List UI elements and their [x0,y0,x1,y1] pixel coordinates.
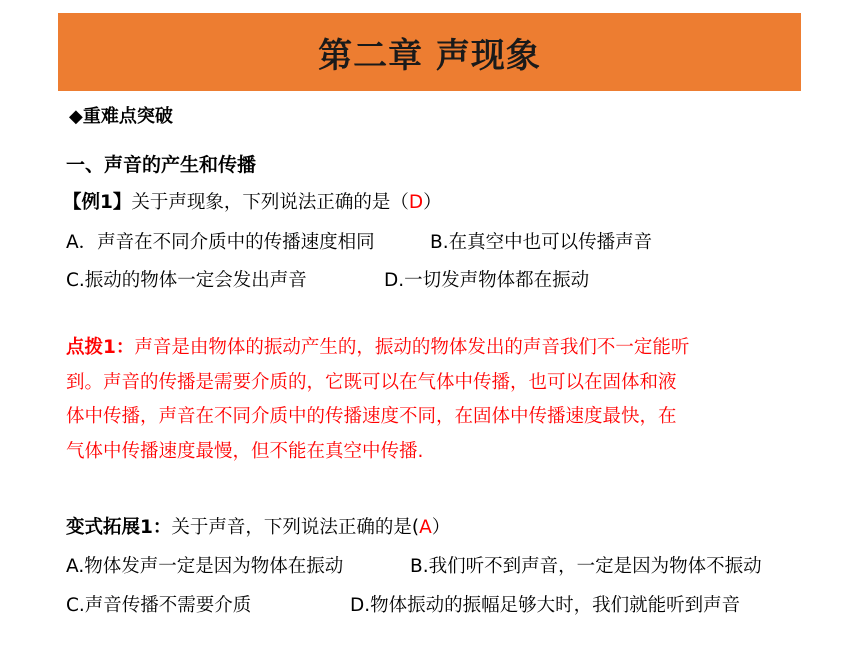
example1-question-text: 关于声现象，下列说法正确的是（ [131,192,409,213]
hint1-line1-text: 声音是由物体的振动产生的，振动的物体发出的声音我们不一定能听 [134,337,690,358]
example1-question [63,190,442,216]
variant1-question-text: 关于声音，下列说法正确的是( [171,517,420,538]
variant1-option-b: B.我们听不到声音，一定是因为物体不振动 [410,556,762,577]
variant1-question [66,515,450,541]
section-heading: 一、声音的产生和传播 [66,154,257,176]
variant1-close-paren: ） [431,517,451,538]
variant1-answer: A [419,517,432,538]
example1-option-a: A．声音在不同介质中的传播速度相同 [66,232,375,253]
variant1-option-d: D.物体振动的振幅足够大时，我们就能听到声音 [350,595,741,616]
example1-option-b: B.在真空中也可以传播声音 [430,232,653,253]
page-title: 第二章 声现象 [318,35,541,76]
example1-option-d: D.一切发声物体都在振动 [384,270,590,291]
title-banner [58,13,801,91]
key-points-heading: ◆重难点突破 [69,106,173,127]
variant1-option-c: C.声音传播不需要介质 [66,595,252,616]
hint1-line4: 气体中传播速度最慢，但不能在真空中传播. [66,440,424,462]
hint1-line1 [66,331,806,366]
example1-close-paren: ） [423,192,442,213]
hint1-line2: 到。声音的传播是需要介质的，它既可以在气体中传播，也可以在固体和液 [66,371,677,393]
hint1-label: 点拨1： [66,337,135,358]
variant1-label: 变式拓展1： [66,517,172,538]
example1-option-c: C.振动的物体一定会发出声音 [66,270,307,291]
variant1-option-a: A.物体发声一定是因为物体在振动 [66,556,344,577]
hint1-line3: 体中传播，声音在不同介质中的传播速度不同，在固体中传播速度最快，在 [66,406,677,427]
example1-label: 【例1】 [63,192,132,213]
hint1-paragraph [66,331,806,469]
example1-answer: D [408,192,424,213]
